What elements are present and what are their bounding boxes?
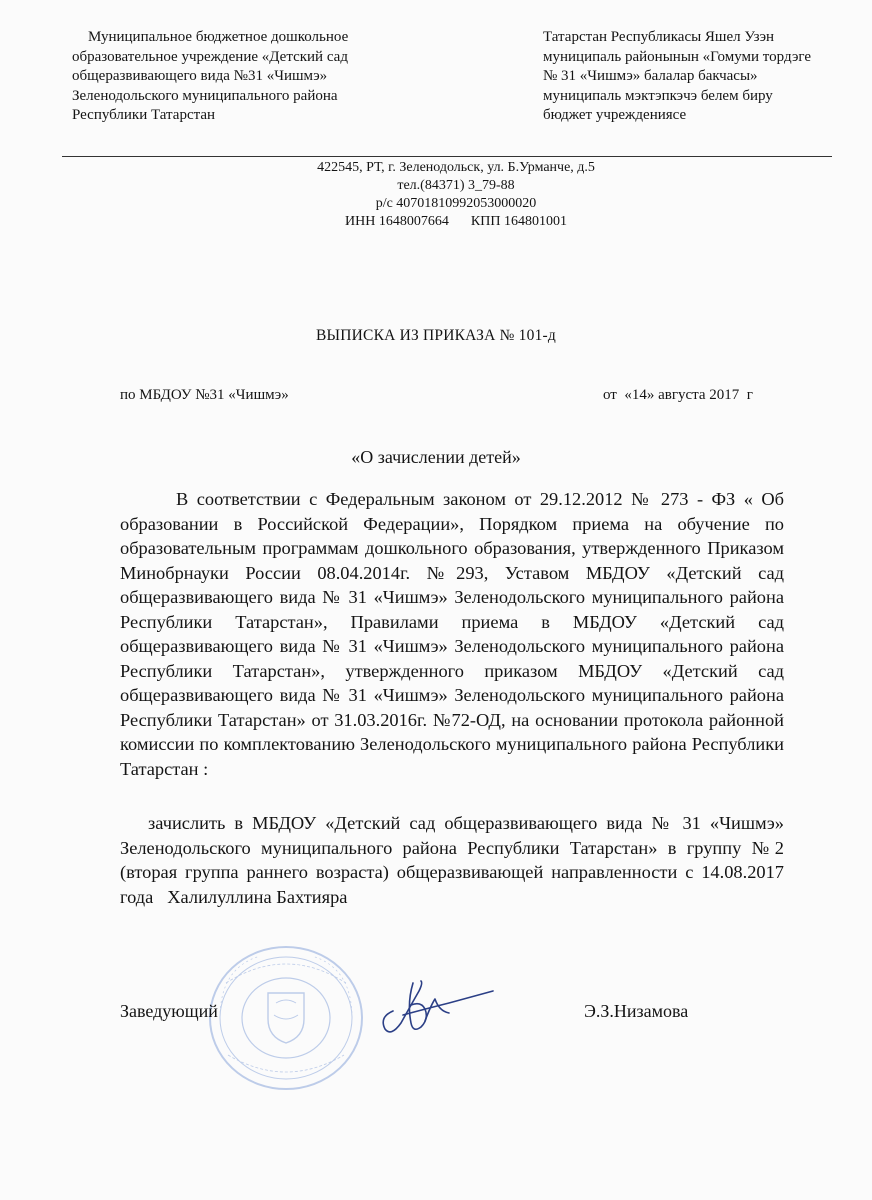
header-right-line: муниципаль районынын «Гомуми тордэге: [543, 48, 812, 65]
address: 422545, РТ, г. Зеленодольск, ул. Б.Урманче, д.5: [317, 160, 595, 175]
preamble-paragraph: [120, 487, 784, 781]
official-seal-stamp: [206, 943, 366, 1093]
order-date: от «14» августа 2017 г: [603, 387, 753, 403]
kpp: КПП 164801001: [470, 214, 567, 229]
header-divider: [62, 156, 832, 157]
header-left-russian: [72, 28, 472, 126]
header-right-line: муниципаль мэктэпкэчэ белем биру: [543, 87, 773, 104]
child-name: Халилуллина Бахтияра: [167, 886, 348, 907]
header-right-line: бюджет учреждениясе: [543, 107, 687, 123]
preamble-text: В соответствии с Федеральным законом от 29.12.2012 № 273 - ФЗ « Об образовании в Российской Федерации», Порядком приема на обучение по образовательным программам дошкольного образования, утвержденного Приказом Минобрнауки России 08.04.2014г. №293, Уставом МБДОУ «Детский сад общеразвивающего вида № 31 «Чишмэ» Зеленодольского муниципального района Республики Татарстан», Правилами приема в МБДОУ «Детский сад общеразвивающего вида № 31 «Чишмэ» Зеленодольского муниципального района Республики Татарстан», утвержденного приказом МБДОУ «Детский сад общеразвивающего вида № 31 «Чишмэ» Зеленодольского муниципального района Республики Татарстан» от 31.03.2016г. №72-ОД, на основании протокола районной комиссии по комплектованию Зеленодольского муниципального района Республики Татарстан :: [120, 489, 784, 779]
header-right-line: Татарстан Республикасы Яшел Узэн: [543, 29, 775, 45]
issued-by: по МБДОУ №31 «Чишмэ»: [120, 387, 289, 403]
header-left-line: Республики Татарстан: [72, 107, 216, 123]
bank-account: р/с 40701810992053000020: [375, 196, 537, 211]
organization-contacts: [236, 159, 676, 231]
document-title: ВЫПИСКА ИЗ ПРИКАЗА № 101-д: [316, 327, 556, 344]
header-right-line: № 31 «Чишмэ» балалар бакчасы»: [543, 68, 758, 84]
header-left-line: Зеленодольского муниципального района: [72, 87, 338, 104]
decision-paragraph: [120, 811, 784, 909]
phone: тел.(84371) 3_79-88: [397, 178, 515, 193]
header-left-line: общеразвивающего вида №31 «Чишмэ»: [72, 68, 328, 84]
header-left-line: Муниципальное бюджетное дошкольное: [88, 29, 349, 45]
order-subject: «О зачислении детей»: [351, 447, 521, 467]
handwritten-signature: [373, 975, 498, 1040]
tax-ids: [236, 213, 676, 231]
signatory-role: Заведующий: [120, 1001, 218, 1021]
signatory-name: Э.З.Низамова: [584, 1001, 689, 1021]
header-left-line: образовательное учреждение «Детский сад: [72, 48, 348, 65]
inn: ИНН 1648007664: [345, 214, 449, 229]
header-right-tatar: [543, 28, 853, 126]
decision-text: зачислить в МБДОУ «Детский сад общеразвивающего вида № 31 «Чишмэ» Зеленодольского муниципального района Республики Татарстан» в группу №2 (вторая группа раннего возраста) общеразвивающей направленности с 14.08.2017 года: [120, 813, 784, 907]
